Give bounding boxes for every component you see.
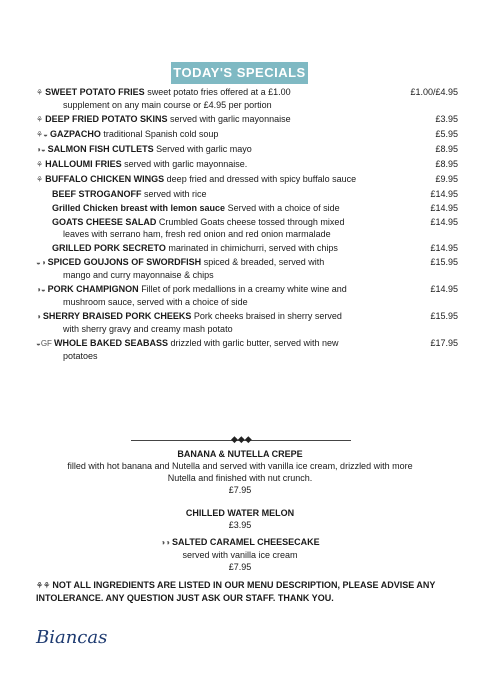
special-price: £9.95 [435,174,458,184]
special-price: £3.95 [435,114,458,124]
allergen-icon: ◑ [36,312,41,321]
special-price: £8.95 [435,144,458,154]
special-desc: deep fried and dressed with spicy buffalo sauce [164,174,357,184]
special-price: £14.95 [430,217,458,227]
dessert-name: CHILLED WATER MELON [185,508,295,518]
special-price: £14.95 [430,203,458,213]
specials-title: TODAY'S SPECIALS [171,62,308,84]
special-price: £8.95 [435,159,458,169]
special-name: WHOLE BAKED SEABASS [53,338,168,348]
dessert-price: £7.95 [228,562,252,572]
special-desc: marinated in chimichurri, served with chips [165,243,338,253]
dessert-price: £7.95 [228,485,252,495]
special-name: SWEET POTATO FRIES [45,87,145,97]
special-price: £17.95 [430,338,458,348]
special-price: £15.95 [430,257,458,267]
special-desc-cont: leaves with serrano ham, fresh red onion and red onion marmalade [63,229,331,239]
notice-text: NOT ALL INGREDIENTS ARE LISTED IN OUR MENU DESCRIPTION, PLEASE ADVISE ANY INTOLERANCE. ANY QUESTION JUST ASK OUR STAFF. THANK YOU. [36,580,436,603]
special-item [36,86,458,111]
special-item [36,256,458,281]
special-desc: Fillet of pork medallions in a creamy white wine and [138,284,347,294]
specials-list [36,86,458,364]
divider-ornament: ◆◆◆ [231,434,252,444]
special-price: £15.95 [430,311,458,321]
special-item [36,128,458,141]
special-desc-cont: mango and curry mayonnaise & chips [63,270,214,280]
special-desc: sweet potato fries offered at a £1.00 [144,87,291,97]
allergen-icon: ⚘ [36,88,44,97]
special-desc: served with rice [141,189,207,199]
special-name: SALMON FISH CUTLETS [47,144,154,154]
special-name: DEEP FRIED POTATO SKINS [45,114,168,124]
special-name: PORK CHAMPIGNON [47,284,139,294]
allergen-icon: ◑◒ [36,285,46,294]
special-desc: Served with garlic mayo [153,144,252,154]
dessert-item [60,507,420,531]
special-desc: served with garlic mayonnaise [167,114,291,124]
special-name: GOATS CHEESE SALAD [52,217,157,227]
allergen-icon: ⚘ [36,175,44,184]
allergen-icon: ◒GF [36,339,52,348]
dessert-desc: served with vanilla ice cream [182,550,298,560]
special-name: BUFFALO CHICKEN WINGS [45,174,165,184]
special-item [36,113,458,126]
special-desc: Served with a choice of side [225,203,340,213]
special-name: BEEF STROGANOFF [52,189,142,199]
allergen-icon: ◑◒ [36,145,46,154]
special-name: SPICED GOUJONS OF SWORDFISH [47,257,202,267]
allergen-icon: ⚘⚘ [36,581,51,590]
dessert-name: SALTED CARAMEL CHEESECAKE [171,537,320,547]
allergen-icon: ⚘ [36,115,44,124]
special-desc-cont: supplement on any main course or £4.95 per portion [63,100,272,110]
special-desc: spiced & breaded, served with [201,257,325,267]
special-price: £14.95 [430,284,458,294]
special-item [36,188,458,200]
restaurant-logo: Biancas [36,627,108,648]
dessert-name: BANANA & NUTELLA CREPE [177,449,303,459]
special-item [36,310,458,335]
dessert-price: £3.95 [228,520,252,530]
allergen-icon: ⚘◒ [36,130,49,139]
special-item [36,143,458,156]
special-price: £14.95 [430,189,458,199]
special-desc: Crumbled Goats cheese tossed through mixed [156,217,345,227]
special-price: £14.95 [430,243,458,253]
special-name: SHERRY BRAISED PORK CHEEKS [42,311,192,321]
special-desc: drizzled with garlic butter, served with new [167,338,339,348]
special-item [36,337,458,362]
special-name: Grilled Chicken breast with lemon sauce [52,203,226,213]
special-desc: served with garlic mayonnaise. [121,159,248,169]
special-desc: traditional Spanish cold soup [100,129,219,139]
special-item [36,242,458,254]
special-price: £5.95 [435,129,458,139]
special-name: GRILLED PORK SECRETO [52,243,166,253]
special-desc-cont: with sherry gravy and creamy mash potato [63,324,233,334]
special-desc: Pork cheeks braised in sherry served [191,311,342,321]
special-item [36,216,458,240]
dessert-desc: filled with hot banana and Nutella and served with vanilla ice cream, drizzled with more Nutella and finished with nut crunch. [67,461,413,483]
special-item [36,158,458,171]
special-item [36,202,458,214]
special-item [36,173,458,186]
dessert-item [60,448,420,496]
special-desc-cont: potatoes [63,351,98,361]
allergy-notice [36,579,436,604]
special-desc-cont: mushroom sauce, served with a choice of side [63,297,248,307]
allergen-icon: ◑◑ [160,538,170,547]
special-name: GAZPACHO [50,129,101,139]
special-item [36,283,458,308]
special-name: HALLOUMI FRIES [45,159,122,169]
special-price: £1.00/£4.95 [410,87,458,97]
dessert-item [60,536,420,573]
allergen-icon: ⚘ [36,160,44,169]
allergen-icon: ◒◑ [36,258,46,267]
